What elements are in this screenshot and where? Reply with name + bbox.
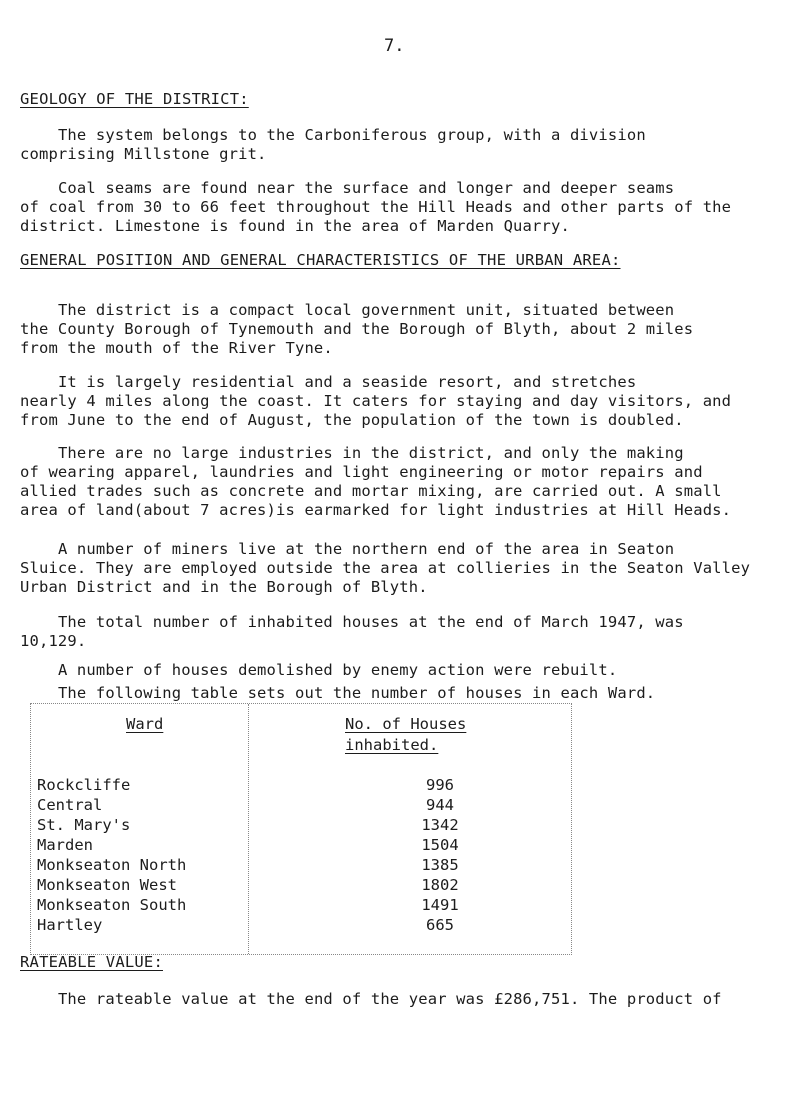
table-column-divider xyxy=(248,704,249,954)
table-row-houses: 665 xyxy=(426,916,454,934)
table-row-houses: 1491 xyxy=(421,896,459,914)
general-position-paragraph-2: It is largely residential and a seaside resort, and stretches nearly 4 miles along the coast. It caters for staying and day visitors, and from June to the end of August, the population of the town is doubled. xyxy=(20,373,732,429)
houses-column-header-line2: inhabited. xyxy=(345,736,439,754)
table-row-houses: 944 xyxy=(426,796,454,814)
geology-heading: GEOLOGY OF THE DISTRICT: xyxy=(20,90,249,108)
table-row-ward: Monkseaton West xyxy=(37,876,177,894)
geology-paragraph-1: The system belongs to the Carboniferous group, with a division comprising Millstone grit. xyxy=(20,126,646,163)
general-position-paragraph-4: A number of miners live at the northern end of the area in Seaton Sluice. They are employed outside the area at collieries in the Seaton Valley Urban District and in the Borough of Blyth. xyxy=(20,540,751,596)
general-position-paragraph-3: There are no large industries in the district, and only the making of wearing apparel, laundries and light engineering or motor repairs and allied trades such as concrete and mortar mixing, are carried out. A small area of land(about 7 acres)is earmarked for light industries at Hill Heads. xyxy=(20,444,732,519)
table-row-houses: 996 xyxy=(426,776,454,794)
rateable-value-paragraph-1: The rateable value at the end of the year was £286,751. The product of xyxy=(20,990,722,1008)
table-row-houses: 1342 xyxy=(421,816,459,834)
table-row-ward: Hartley xyxy=(37,916,103,934)
table-row-ward: Monkseaton South xyxy=(37,896,187,914)
table-row-ward: Rockcliffe xyxy=(37,776,131,794)
general-position-paragraph-6: A number of houses demolished by enemy action were rebuilt. xyxy=(20,661,618,679)
general-position-paragraph-7: The following table sets out the number of houses in each Ward. xyxy=(20,684,656,702)
table-row-ward: Monkseaton North xyxy=(37,856,187,874)
table-row-houses: 1504 xyxy=(421,836,459,854)
houses-column-header: No. of Houses xyxy=(345,715,467,733)
ward-column-header: Ward xyxy=(126,715,164,733)
table-row-ward: Marden xyxy=(37,836,93,854)
general-position-paragraph-1: The district is a compact local government unit, situated between the County Borough of Tynemouth and the Borough of Blyth, about 2 miles from the mouth of the River Tyne. xyxy=(20,301,694,357)
general-position-paragraph-5: The total number of inhabited houses at the end of March 1947, was 10,129. xyxy=(20,613,684,650)
geology-paragraph-2: Coal seams are found near the surface and longer and deeper seams of coal from 30 to 66 feet throughout the Hill Heads and other parts of the district. Limestone is found in the area of Marden Quarry. xyxy=(20,179,732,235)
table-row-ward: St. Mary's xyxy=(37,816,131,834)
rateable-value-heading: RATEABLE VALUE: xyxy=(20,953,163,971)
table-row-houses: 1802 xyxy=(421,876,459,894)
table-row-ward: Central xyxy=(37,796,103,814)
table-row-houses: 1385 xyxy=(421,856,459,874)
general-position-heading: GENERAL POSITION AND GENERAL CHARACTERISTICS OF THE URBAN AREA: xyxy=(20,251,621,269)
page-number: 7. xyxy=(384,36,405,56)
ward-table xyxy=(30,703,572,955)
